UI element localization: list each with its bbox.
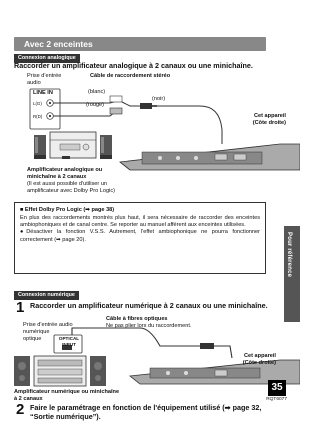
line-in-label: LINE IN	[33, 90, 53, 96]
reference-side-tab	[284, 226, 300, 322]
digital-input-label-3: optique	[23, 336, 42, 342]
digital-input-label-1: Prise d'entrée audio	[23, 322, 73, 328]
jack-r-label: R(D)	[33, 114, 43, 119]
digital-cable-label: Câble à fibres optiques	[106, 316, 168, 322]
digital-device-label-2: (Côte droite)	[242, 360, 276, 366]
analog-heading: Raccorder un amplificateur analogique à 2 canaux ou une minichaîne.	[14, 61, 253, 70]
side-tab-label: Pour référence	[286, 232, 292, 278]
step-1-number: 1	[16, 299, 25, 316]
analog-amplifier	[50, 132, 96, 159]
this-unit-device	[120, 144, 300, 170]
analog-amp-label-1: Amplificateur analogique ou	[27, 167, 103, 173]
digital-connection-tag: Connexion numérique	[14, 291, 79, 300]
analog-device-label-2: (Côte droite)	[252, 120, 286, 126]
analog-amp-label-2: minichaîne à 2 canaux	[27, 174, 87, 180]
jack-l-label: L(G)	[33, 101, 42, 106]
step-2-number: 2	[16, 401, 25, 418]
analog-device-label-1: Cet appareil	[253, 113, 286, 119]
digital-right-speaker	[90, 356, 106, 386]
dolby-note-box	[14, 202, 266, 274]
step-2-text: Faire le paramétrage en fonction de l'équipement utilisé (➡ page 32, “Sortie numérique”).	[30, 403, 262, 421]
plug-white-label: (blanc)	[88, 89, 106, 95]
page-code: RQT6077	[266, 397, 287, 402]
analog-amp-note-1: (Il est aussi possible d'utiliser un	[27, 181, 108, 187]
digital-device-label-1: Cet appareil	[243, 353, 276, 359]
optical-plug	[200, 343, 214, 349]
digital-cable-note: Ne pas plier lors du raccordement.	[106, 323, 192, 329]
digital-amplifier	[34, 356, 86, 386]
plug-red-label: (rouge)	[86, 102, 105, 108]
digital-input-label-2: numérique	[23, 329, 50, 335]
digital-left-speaker	[14, 356, 30, 386]
rca-plug-red	[110, 108, 122, 114]
mini-plug-black	[140, 103, 157, 109]
analog-input-label-2: audio	[27, 80, 41, 86]
dolby-note-body: En plus des raccordements montrés plus haut, il sera nécessaire de raccorder des enceintes ambiophoniques et de canal centre. Se reporter au manuel afférent aux enceintes utilisées.	[20, 215, 260, 229]
dolby-note-bullet: ●Désactiver la fonction V.S.S. Autrement, l'effet ambiophonique ne pourra fonctionner correctement (➡ page 20).	[20, 229, 260, 243]
right-speaker	[100, 135, 112, 159]
plug-black-label: (noir)	[152, 96, 166, 102]
digital-amp-label-1: Amplificateur numérique ou minichaîne	[14, 389, 120, 395]
analog-amp-note-2: amplificateur avec Dolby Pro Logic)	[27, 188, 115, 194]
step-1-text: Raccorder un amplificateur numérique à 2 canaux ou une minichaîne.	[30, 301, 268, 310]
dolby-note-heading: ■ Effet Dolby Pro Logic (➡ page 38)	[20, 207, 115, 213]
left-speaker	[34, 135, 46, 159]
optical-label: OPTICAL	[58, 336, 80, 341]
digital-amp-label-2: à 2 canaux	[14, 396, 43, 402]
page-number: 35	[268, 380, 286, 396]
analog-connection-tag: Connexion analogique	[14, 54, 80, 63]
optical-label-2: INPUT	[62, 342, 76, 347]
section-title: Avec 2 enceintes	[14, 37, 266, 51]
rca-plug-white	[110, 96, 122, 102]
analog-cable-label: Câble de raccordement stéréo	[90, 73, 171, 79]
analog-input-label-1: Prise d'entrée	[27, 73, 62, 79]
